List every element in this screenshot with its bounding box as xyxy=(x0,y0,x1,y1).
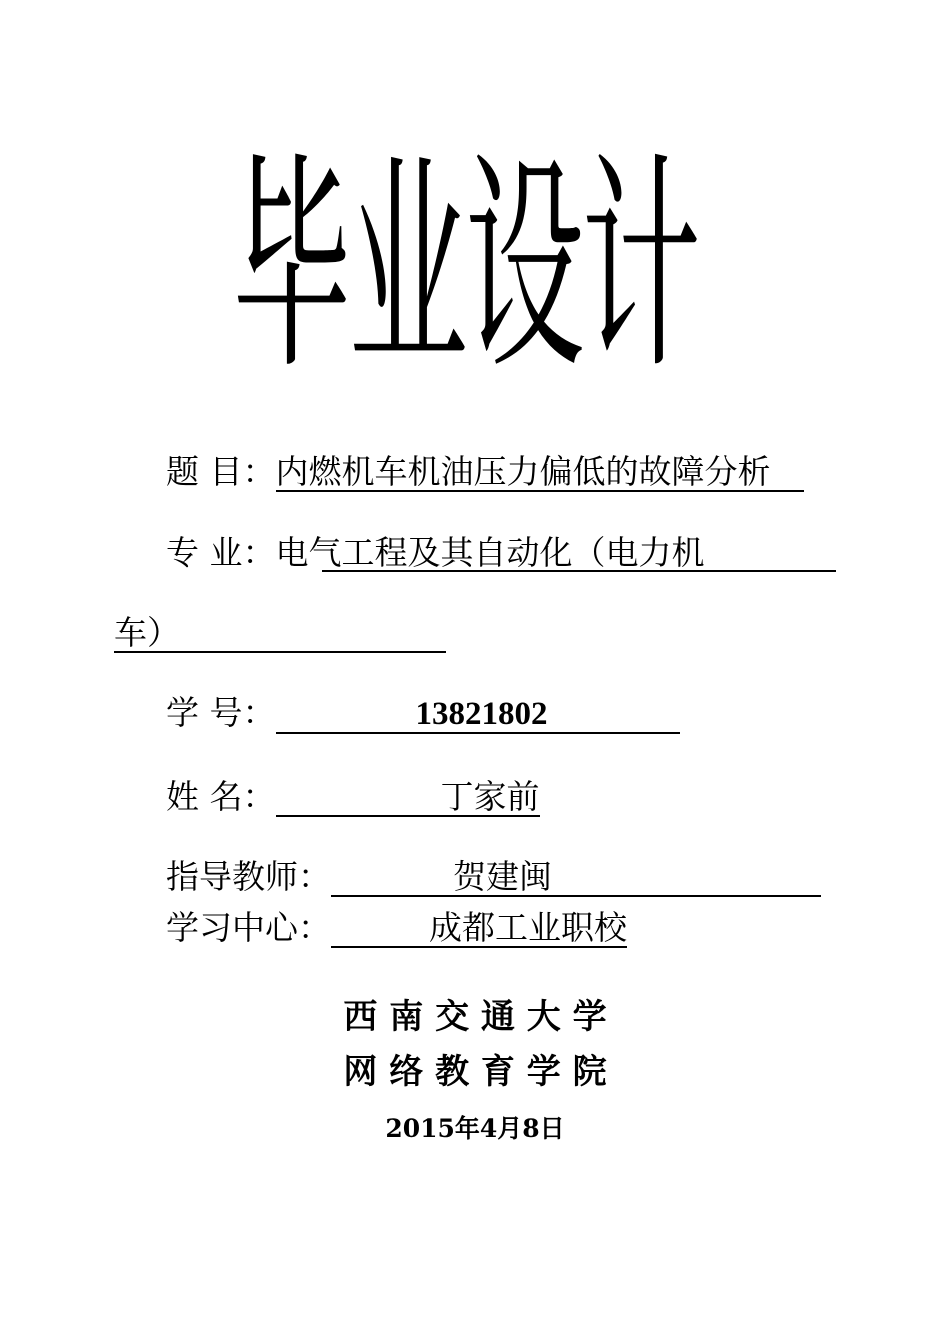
study-center-value: 成都工业职校 xyxy=(331,910,627,948)
topic-label: 题 目： xyxy=(166,452,276,491)
name-value: 丁家前 xyxy=(276,779,540,817)
major-underline xyxy=(322,570,836,572)
study-center-row xyxy=(166,908,627,948)
document-date: 2015年4月8日 xyxy=(385,1114,565,1143)
main-title: 毕业设计 xyxy=(232,134,698,401)
university-name: 西 南 交 通 大 学 xyxy=(343,997,607,1037)
major-row-continued xyxy=(114,613,446,653)
major-value: 电气工程及其自动化（电力机 xyxy=(275,533,705,572)
topic-row xyxy=(166,452,804,492)
topic-value: 内燃机车机油压力偏低的故障分析 xyxy=(276,454,804,492)
name-label: 姓 名： xyxy=(166,777,276,816)
advisor-row xyxy=(166,857,821,897)
advisor-label: 指导教师： xyxy=(166,857,331,896)
major-row xyxy=(166,533,796,573)
study-center-label: 学习中心： xyxy=(166,908,331,947)
major-label: 专 业： xyxy=(166,533,276,572)
college-name: 网 络 教 育 学 院 xyxy=(343,1052,607,1092)
name-row xyxy=(166,777,540,817)
advisor-value: 贺建闽 xyxy=(331,859,821,897)
student-id-value: 13821802 xyxy=(276,696,680,734)
student-id-label: 学 号： xyxy=(166,693,276,732)
student-id-row xyxy=(166,693,680,734)
major-value-continued: 车） xyxy=(114,615,446,653)
